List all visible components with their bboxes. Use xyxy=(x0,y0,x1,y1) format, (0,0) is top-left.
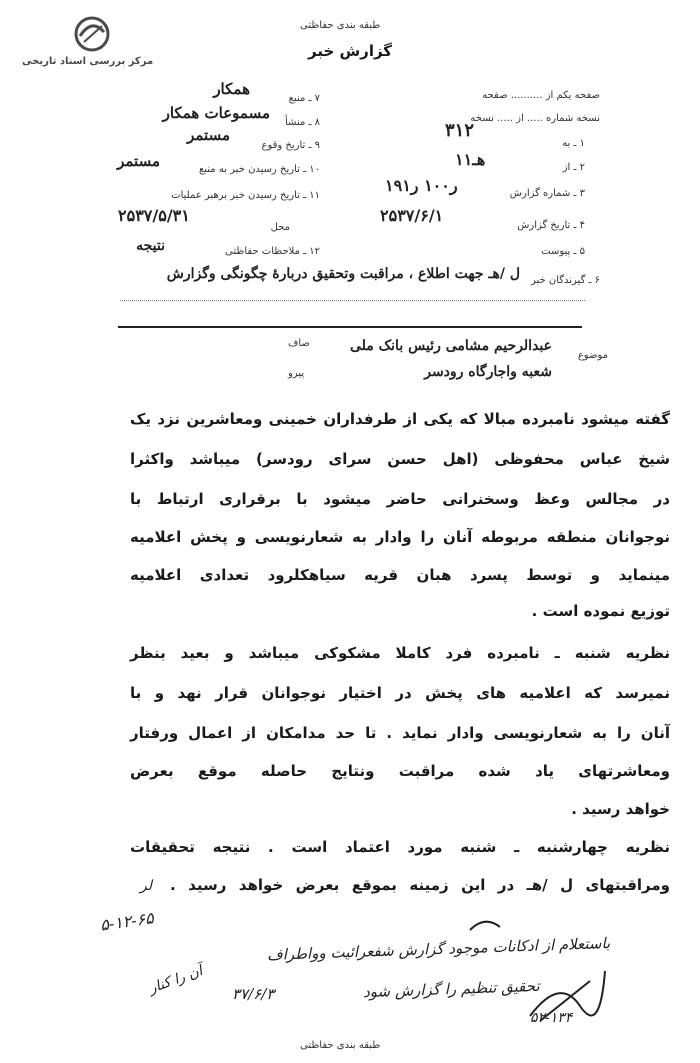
doc-type-title: گزارش خبر xyxy=(308,42,393,60)
body-line: در مجالس وعظ وسخنرانی حاضر میشود با برقراری ارتباط با xyxy=(130,490,670,508)
body-line: مینماید و توسط پسرد هبان قریه سیاهکلرود تعدادی اعلامیه xyxy=(130,566,670,584)
field-label: ۷ ـ منبع xyxy=(288,93,320,104)
body-line: نوجوانان منطقه مربوطه آنان را وادار به شعارنویسی و پخش اعلامیه xyxy=(130,528,670,546)
bottom-left-number: ۵۲-۱۳۴ xyxy=(530,1010,573,1026)
field-label: ۱ ـ به xyxy=(562,138,585,149)
opinion-line: خواهد رسید . xyxy=(571,800,670,818)
field-label: ۱۰ ـ تاریخ رسیدن خبر به منبع xyxy=(198,164,320,175)
opinion-margin-mark: لر xyxy=(140,878,152,894)
opinion-line: آنان را به شعارنویسی وادار نماید . تا حد مدامکان از اعمال ورفتار xyxy=(130,724,670,742)
opinion-line: نظریه شنبه ـ نامبرده فرد کاملا مشکوکی میباشد و بعید بنظر xyxy=(130,644,670,662)
field-value: ۱ر۱۰۰ ر۹۱ xyxy=(385,176,458,195)
field-label: ۲ ـ از xyxy=(562,162,585,173)
handwritten-date: ۳۷/۶/۳ xyxy=(232,985,275,1003)
opinion-line: ومراقبتهای ل /هـ در این زمینه بموقع بعرض خواهد رسید . xyxy=(170,876,670,894)
subject-line-1: عبدالرحیم مشامی رئیس بانک ملی xyxy=(349,338,552,354)
dotted-line xyxy=(120,300,585,301)
field-value: ۲۵۳۷/۶/۱ xyxy=(380,206,444,225)
body-line: توزیع نموده است . xyxy=(531,602,670,620)
field-value: مستمر xyxy=(117,152,160,170)
subject-label: موضوع xyxy=(577,350,608,361)
field-label: ۶ ـ گیرندگان خبر xyxy=(530,275,600,286)
handwritten-note-2: تحقیق تنظیم را گزارش شود xyxy=(363,976,541,1002)
field-value: نتیجه xyxy=(136,238,165,254)
field-label: نسخه شماره ..... از ..... نسخه xyxy=(470,113,600,124)
opinion-line: نمیرسد که اعلامیه های پخش در اختیار نوجوانان قرار نهد و با xyxy=(130,684,670,702)
opinion-line: ومعاشرتهای یاد شده مراقبت ونتایج حاصله موقع بعرض xyxy=(130,762,670,780)
subject-tag-1: صاف xyxy=(288,338,310,349)
archive-logo-text: مرکز بررسی اسناد تاریخی xyxy=(22,56,154,67)
field-value: ۳۱۲ xyxy=(445,120,475,141)
field-label: صفحه یکم از .......... صفحه xyxy=(482,90,600,101)
field-value: ۲۵۳۷/۵/۳۱ xyxy=(118,206,190,225)
signature-mark-icon xyxy=(520,966,610,1026)
subject-line-2: شعبه واجارگاه رودسر xyxy=(424,364,552,380)
initial-mark-icon xyxy=(465,915,505,935)
field-label: ۸ ـ منشأ xyxy=(284,117,320,128)
field-label: ۱۲ ـ ملاحظات حفاظتی xyxy=(225,246,320,257)
field-label: ۱۱ ـ تاریخ رسیدن خبر برهبر عملیات xyxy=(171,190,320,201)
header-divider xyxy=(118,326,582,328)
left-side-note: آن را کنار xyxy=(146,962,205,998)
archive-logo-icon xyxy=(22,14,122,54)
classification-top: طبقه بندی حفاظتی xyxy=(300,20,381,31)
field-value: مستمر xyxy=(187,126,230,144)
field-label: محل xyxy=(270,222,290,233)
field-value: همکار xyxy=(213,80,250,98)
left-margin-date: ۵-۱۲-۶۵ xyxy=(98,908,155,935)
field-label: ۵ ـ پیوست xyxy=(541,246,585,257)
footer-classification: طبقه بندی حفاظتی xyxy=(300,1040,381,1051)
handwritten-note-1: باستعلام از ادکانات موجود گزارش شفعرائیت وواطراف xyxy=(266,934,611,964)
archive-logo xyxy=(22,14,154,74)
body-line: شیخ عباس محفوظی (اهل حسن سرای رودسر) میباشد واکثرا xyxy=(130,450,670,468)
recipients-instruction: ل /هـ جهت اطلاع ، مراقبت وتحقیق دربارۀ چگونگی وگزارش xyxy=(166,266,520,282)
body-line: گفته میشود نامبرده مبالا که یکی از طرفداران خمینی ومعاشرین نزد یک xyxy=(130,410,670,428)
field-value: ۱هـ۱ xyxy=(455,150,486,169)
field-value: مسموعات همکار xyxy=(162,104,270,122)
field-label: ۳ ـ شماره گزارش xyxy=(509,188,585,199)
opinion-line: نظریه چهارشنبه ـ شنبه مورد اعتماد است . نتیجه تحقیقات xyxy=(130,838,670,856)
field-label: ۹ ـ تاریخ وقوع xyxy=(261,140,320,151)
field-label: ۴ ـ تاریخ گزارش xyxy=(517,220,585,231)
subject-tag-2: پیرو xyxy=(288,368,305,379)
